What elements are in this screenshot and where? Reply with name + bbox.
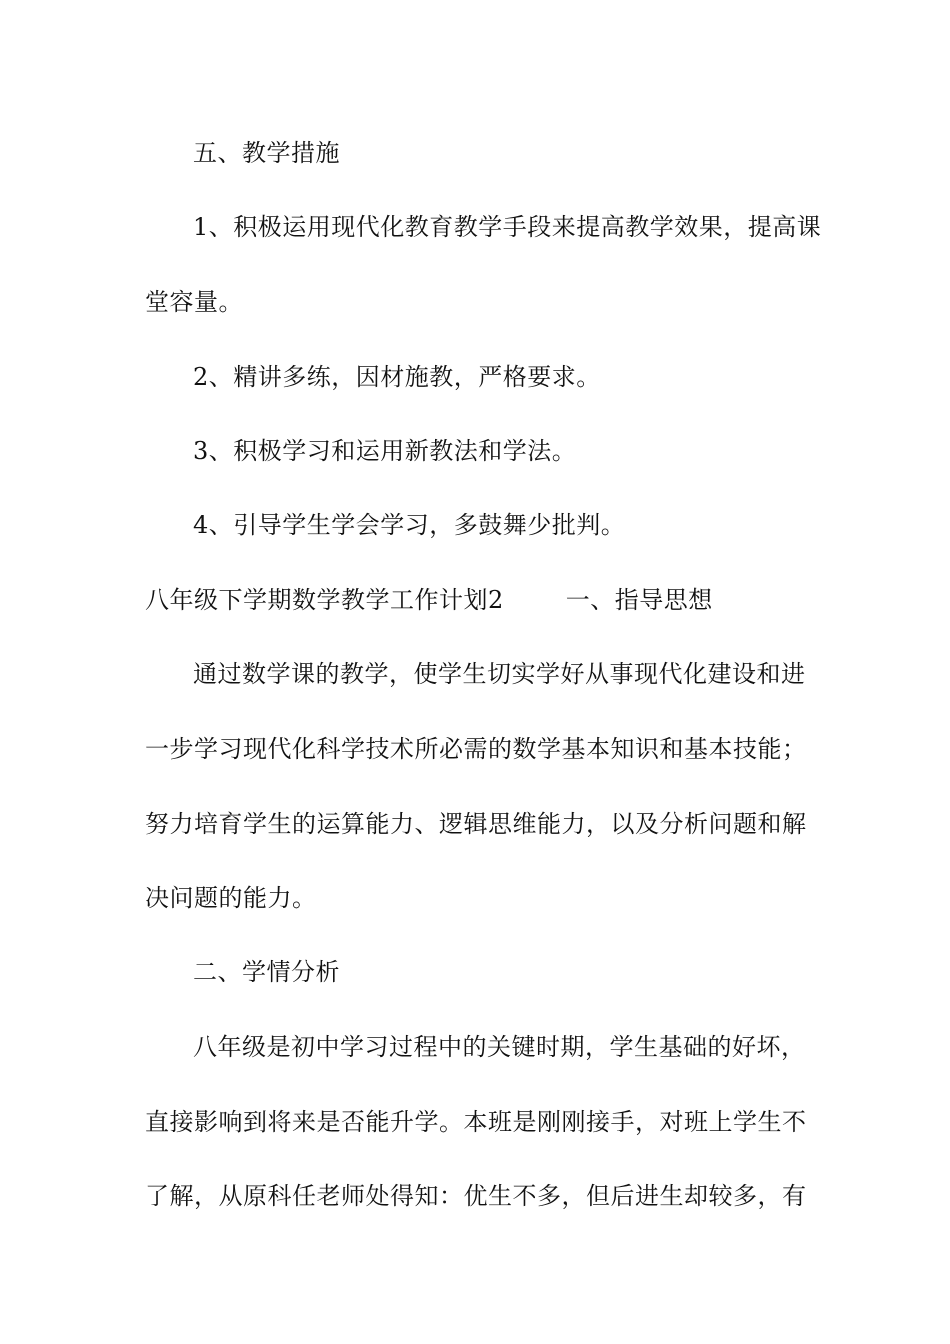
plan-2-title-line [145, 585, 815, 615]
measure-1-line-1: 1、积极运用现代化教育教学手段来提高教学效果，提高课 [193, 213, 822, 241]
section-heading-teaching-measures: 五、教学措施 [193, 139, 340, 167]
guiding-ideology-line-3: 努力培育学生的运算能力、逻辑思维能力，以及分析问题和解 [145, 810, 807, 838]
learning-analysis-line-3: 了解，从原科任老师处得知：优生不多，但后进生却较多，有 [145, 1182, 807, 1210]
measure-4: 4、引导学生学会学习，多鼓舞少批判。 [193, 511, 626, 539]
guiding-ideology-line-4: 决问题的能力。 [145, 884, 317, 912]
plan-2-title: 八年级下学期数学教学工作计划2 [145, 586, 504, 614]
measure-1-line-2: 堂容量。 [145, 288, 243, 316]
section-heading-guiding-ideology: 一、指导思想 [565, 586, 713, 614]
measure-3: 3、积极学习和运用新教法和学法。 [193, 437, 577, 465]
guiding-ideology-line-1: 通过数学课的教学，使学生切实学好从事现代化建设和进 [193, 660, 806, 688]
guiding-ideology-line-2: 一步学习现代化科学技术所必需的数学基本知识和基本技能； [145, 735, 807, 763]
learning-analysis-line-1: 八年级是初中学习过程中的关键时期，学生基础的好坏， [193, 1033, 806, 1061]
measure-2: 2、精讲多练，因材施教，严格要求。 [193, 363, 601, 391]
learning-analysis-line-2: 直接影响到将来是否能升学。本班是刚刚接手，对班上学生不 [145, 1108, 807, 1136]
section-heading-learning-analysis: 二、学情分析 [193, 958, 340, 986]
